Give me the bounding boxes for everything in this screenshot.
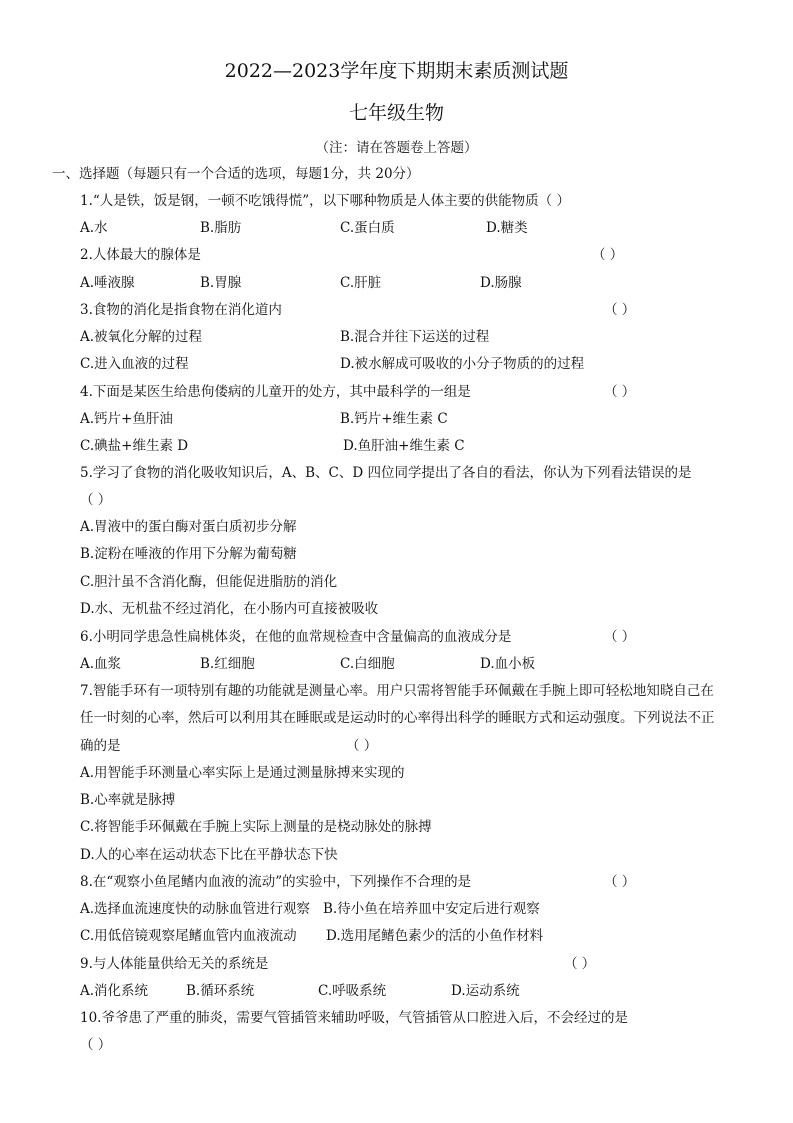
question-7-answer-bracket: （ ） xyxy=(346,738,378,754)
question-9-option-a: A.消化系统 xyxy=(80,983,149,999)
question-10-answer-bracket: （ ） xyxy=(80,1037,112,1053)
question-4-answer-bracket: （ ） xyxy=(604,384,636,400)
question-1-option-d: D.糖类 xyxy=(486,220,528,236)
question-4-option-b: B.钙片+维生素 C xyxy=(340,411,448,427)
question-3-stem: 3.食物的消化是指食物在消化道内 xyxy=(80,302,282,318)
question-6-stem: 6.小明同学患急性扁桃体炎，在他的血常规检查中含量偏高的血液成分是 xyxy=(80,629,512,645)
question-4-option-d: D.鱼肝油+维生素 C xyxy=(343,438,465,454)
question-1-stem: 1.“人是铁，饭是钢，一顿不吃饿得慌”，以下哪种物质是人体主要的供能物质（ ） xyxy=(80,193,570,209)
question-1-option-b: B.脂肪 xyxy=(200,220,242,236)
question-2-option-a: A.唾液腺 xyxy=(80,275,135,291)
question-8-stem: 8.在“观察小鱼尾鳍内血液的流动”的实验中，下列操作不合理的是 xyxy=(80,874,472,890)
question-6-option-d: D.血小板 xyxy=(480,656,536,672)
question-7-stem-line-3: 确的是 xyxy=(80,738,121,754)
question-3-answer-bracket: （ ） xyxy=(604,302,636,318)
answer-note: （注：请在答题卷上答题） xyxy=(315,140,478,156)
question-9-option-d: D.运动系统 xyxy=(451,983,520,999)
question-3-option-c: C.进入血液的过程 xyxy=(80,356,189,372)
question-3-option-b: B.混合并往下运送的过程 xyxy=(340,329,490,345)
question-8-answer-bracket: （ ） xyxy=(604,874,636,890)
question-6-answer-bracket: （ ） xyxy=(604,629,636,645)
question-3-option-a: A.被氧化分解的过程 xyxy=(80,329,203,345)
question-7-stem-line-1: 7.智能手环有一项特别有趣的功能就是测量心率。用户只需将智能手环佩戴在手腕上即可轻松地知晓自己在 xyxy=(80,683,714,699)
exam-title: 2022—2023学年度下期期末素质测试题 xyxy=(224,60,569,82)
question-2-option-b: B.胃腺 xyxy=(200,275,242,291)
question-5-option-d: D.水、无机盐不经过消化，在小肠内可直接被吸收 xyxy=(80,601,379,617)
question-5-option-b: B.淀粉在唾液的作用下分解为葡萄糖 xyxy=(80,546,297,562)
question-7-option-c: C.将智能手环佩戴在手腕上实际上测量的是桡动脉处的脉搏 xyxy=(80,819,432,835)
section-heading: 一、选择题（每题只有一个合适的选项，每题1分，共 20分） xyxy=(52,166,420,182)
subject-title: 七年级生物 xyxy=(348,102,444,124)
question-6-option-c: C.白细胞 xyxy=(340,656,395,672)
question-9-option-b: B.循环系统 xyxy=(186,983,255,999)
question-10-stem: 10.爷爷患了严重的肺炎，需要气管插管来辅助呼吸，气管插管从口腔进入后，不会经过的是 xyxy=(80,1010,628,1026)
question-6-option-b: B.红细胞 xyxy=(200,656,255,672)
question-2-option-d: D.肠腺 xyxy=(480,275,522,291)
question-9-option-c: C.呼吸系统 xyxy=(318,983,387,999)
question-6-option-a: A.血浆 xyxy=(80,656,122,672)
question-2-option-c: C.肝脏 xyxy=(340,275,382,291)
question-8-option-c: C.用低倍镜观察尾鳍血管内血液流动 xyxy=(80,928,297,944)
question-5-option-a: A.胃液中的蛋白酶对蛋白质初步分解 xyxy=(80,519,297,535)
question-5-stem: 5.学习了食物的消化吸收知识后，A、B、C、D 四位同学提出了各自的看法，你认为下列看法错误的是 xyxy=(80,465,692,481)
question-3-option-d: D.被水解成可吸收的小分子物质的的过程 xyxy=(340,356,585,372)
question-9-answer-bracket: （ ） xyxy=(564,956,596,972)
question-8-option-d: D.选用尾鳍色素少的活的小鱼作材料 xyxy=(326,928,544,944)
question-9-stem: 9.与人体能量供给无关的系统是 xyxy=(80,956,269,972)
question-8-option-a: A.选择血流速度快的动脉血管进行观察 xyxy=(80,901,311,917)
question-4-option-c: C.碘盐+维生素 D xyxy=(80,438,189,454)
question-4-stem: 4.下面是某医生给患佝偻病的儿童开的处方，其中最科学的一组是 xyxy=(80,384,471,400)
question-7-stem-line-2: 任一时刻的心率，然后可以利用其在睡眠或是运动时的心率得出科学的睡眠方式和运动强度。下列说法不正 xyxy=(80,710,715,726)
question-4-option-a: A.钙片+鱼肝油 xyxy=(80,411,173,427)
question-1-option-c: C.蛋白质 xyxy=(340,220,395,236)
question-5-answer-bracket: （ ） xyxy=(80,492,112,508)
question-7-option-a: A.用智能手环测量心率实际上是通过测量脉搏来实现的 xyxy=(80,765,405,781)
question-7-option-d: D.人的心率在运动状态下比在平静状态下快 xyxy=(80,847,338,863)
question-2-answer-bracket: （ ） xyxy=(592,247,624,263)
question-1-option-a: A.水 xyxy=(80,220,108,236)
question-8-option-b: B.待小鱼在培养皿中安定后进行观察 xyxy=(323,901,540,917)
question-7-option-b: B.心率就是脉搏 xyxy=(80,792,176,808)
question-5-option-c: C.胆汁虽不含消化酶，但能促进脂肪的消化 xyxy=(80,574,338,590)
question-2-stem: 2.人体最大的腺体是 xyxy=(80,247,201,263)
